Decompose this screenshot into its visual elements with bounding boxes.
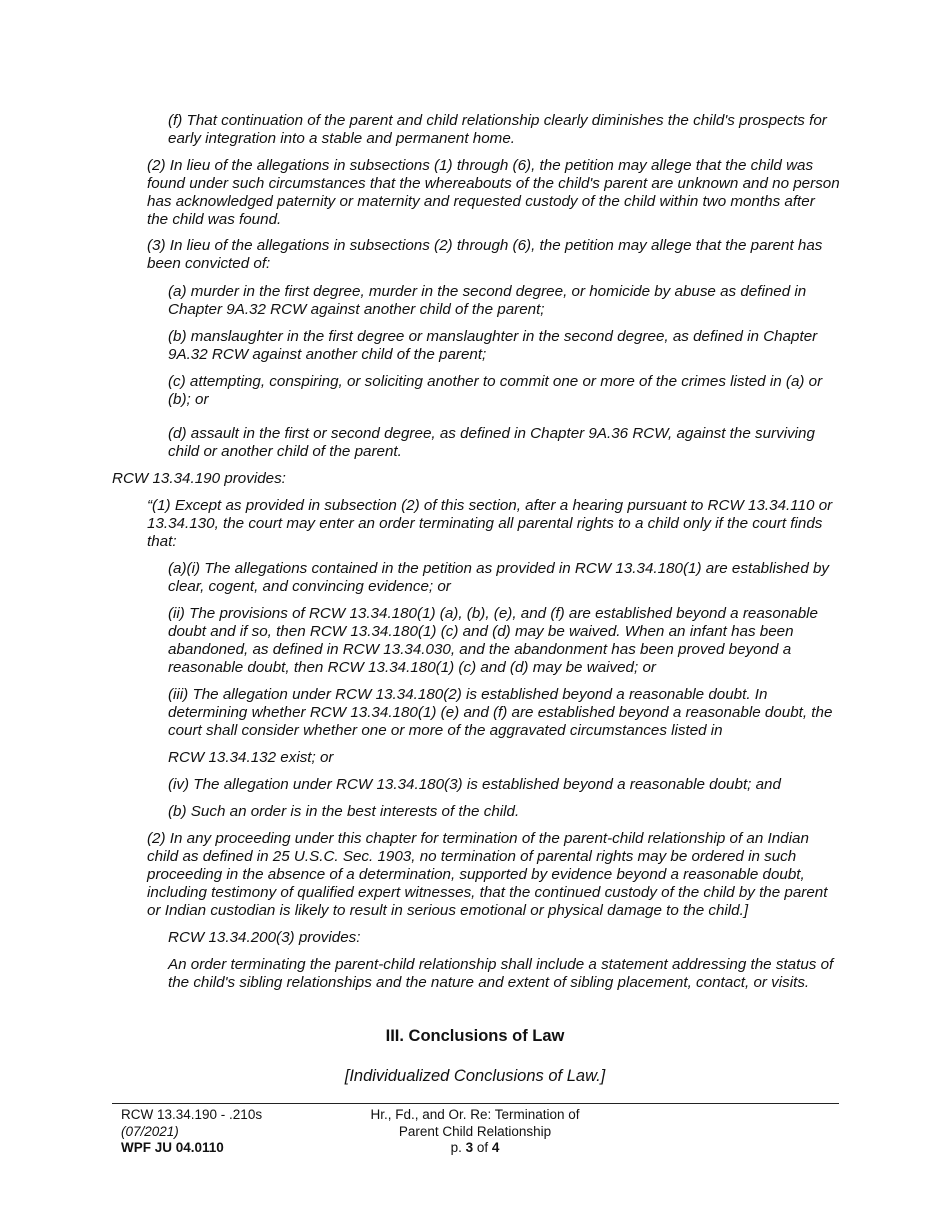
footer-form-id: WPF JU 04.0110 bbox=[121, 1140, 224, 1155]
footer-center bbox=[325, 1107, 625, 1157]
rcw-200-intro: RCW 13.34.200(3) provides: bbox=[168, 929, 361, 946]
rcw-190-2: (2) In any proceeding under this chapter for termination of the parent-child relationship of an Indian child as defined in 25 U.S.C. Sec. 1903, no termination of parental rights may be ordered in such proceeding in the absence of a determination, supported by evidence beyond a reasonable doubt, including testimony of qualified expert witnesses, that the continued custody of the child by the parent or Indian custodian is likely to result in serious emotional or physical damage to the child.] bbox=[147, 830, 828, 919]
paragraph-3: (3) In lieu of the allegations in subsections (2) through (6), the petition may allege that the parent has been convicted of: bbox=[147, 237, 823, 272]
rcw-190-1-a-ii: (ii) The provisions of RCW 13.34.180(1) (a), (b), (e), and (f) are established beyond a reasonable doubt and if so, then RCW 13.34.180(1) (c) and (d) may be waived. When an infant has been abandoned, as defined in RCW 13.34.030, and the abandonment has been proved beyond a reasonable doubt, then RCW 13.34.180(1) (c) and (d) may be waived; or bbox=[168, 605, 818, 676]
paragraph-f: (f) That continuation of the parent and child relationship clearly diminishes the child's prospects for early integration into a stable and permanent home. bbox=[168, 112, 827, 147]
page-of: of bbox=[476, 1140, 489, 1155]
paragraph-2: (2) In lieu of the allegations in subsections (1) through (6), the petition may allege that the child was found under such circumstances that the whereabouts of the child's parent are unknown and no person has acknowledged paternity or maternity and requested custody of the child within two months after the child was found. bbox=[147, 157, 840, 228]
rcw-200-3: An order terminating the parent-child relationship shall include a statement addressing the status of the child's sibling relationships and the nature and extent of sibling placement, contact, or visits. bbox=[168, 956, 834, 991]
rcw-190-intro: RCW 13.34.190 provides: bbox=[112, 470, 286, 487]
footer-statute: RCW 13.34.190 - .210s bbox=[121, 1107, 263, 1122]
section-subheading: [Individualized Conclusions of Law.] bbox=[344, 1067, 606, 1085]
footer-left bbox=[121, 1107, 262, 1157]
paragraph-3c: (c) attempting, conspiring, or soliciting another to commit one or more of the crimes listed in (a) or (b); or bbox=[168, 373, 823, 408]
footer-page-number bbox=[325, 1140, 625, 1157]
footer-revision: (07/2021) bbox=[121, 1123, 179, 1139]
page-total: 4 bbox=[491, 1140, 500, 1155]
rcw-190-1: “(1) Except as provided in subsection (2) of this section, after a hearing pursuant to RCW 13.34.110 or 13.34.130, the court may enter an order terminating all parental rights to a child only if the court finds that: bbox=[147, 497, 833, 550]
rcw-190-1-b: (b) Such an order is in the best interests of the child. bbox=[168, 803, 520, 820]
page-prefix: p. bbox=[450, 1140, 462, 1155]
paragraph-3a: (a) murder in the first degree, murder in the second degree, or homicide by abuse as defined in Chapter 9A.32 RCW against another child of the parent; bbox=[168, 283, 807, 318]
rcw-190-1-a-i: (a)(i) The allegations contained in the petition as provided in RCW 13.34.180(1) are established by clear, cogent, and convincing evidence; or bbox=[168, 560, 830, 595]
footer-title-line1: Hr., Fd., and Or. Re: Termination of bbox=[370, 1107, 580, 1122]
paragraph-3d: (d) assault in the first or second degree, as defined in Chapter 9A.36 RCW, against the surviving child or another child of the parent. bbox=[168, 425, 815, 460]
page-current: 3 bbox=[465, 1140, 474, 1155]
rcw-190-1-a-iii: (iii) The allegation under RCW 13.34.180(2) is established beyond a reasonable doubt. In determining whether RCW 13.34.180(1) (e) and (f) are established beyond a reasonable doubt, the court shall consider whether one or more of the aggravated circumstances listed in bbox=[168, 686, 833, 739]
section-heading: III. Conclusions of Law bbox=[385, 1027, 565, 1045]
footer-title-line2: Parent Child Relationship bbox=[398, 1123, 552, 1139]
rcw-190-1-a-iv: (iv) The allegation under RCW 13.34.180(3) is established beyond a reasonable doubt; and bbox=[168, 776, 781, 793]
rcw-190-1-a-iii-cont: RCW 13.34.132 exist; or bbox=[168, 749, 334, 766]
footer-divider bbox=[112, 1103, 839, 1104]
paragraph-3b: (b) manslaughter in the first degree or manslaughter in the second degree, as defined in Chapter 9A.32 RCW against another child of the parent; bbox=[168, 328, 818, 363]
